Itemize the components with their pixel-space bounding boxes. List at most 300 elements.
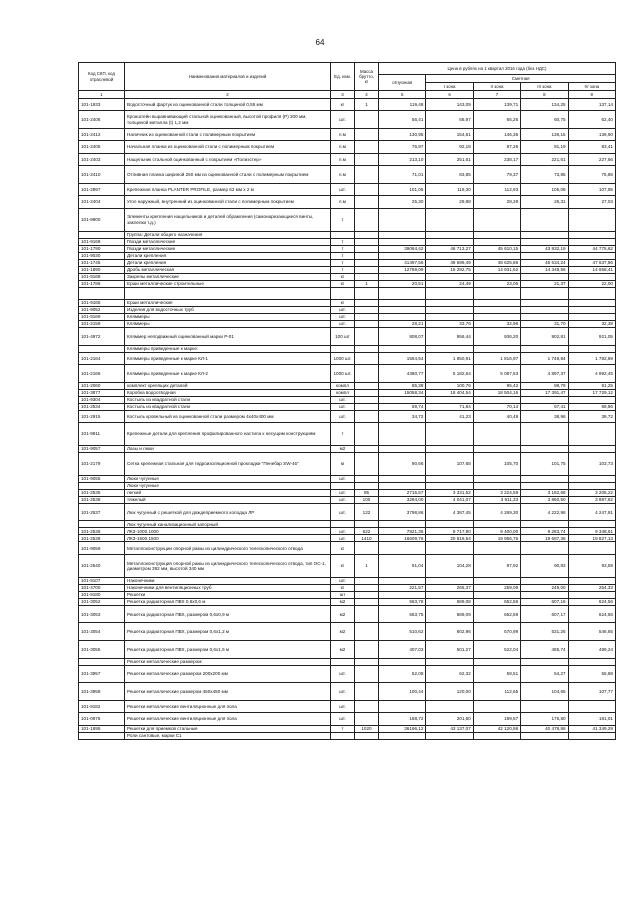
cell-mass [355, 713, 379, 725]
cell-zone-4-price: 32,38 [568, 320, 615, 327]
cell-zone-4-price [568, 273, 615, 280]
table-row [79, 496, 616, 503]
cell-zone-3-price: 531,26 [521, 623, 568, 641]
cell-zone-4-price: 3 205,22 [568, 489, 615, 496]
table-row [79, 489, 616, 496]
cell-zone-1-price [426, 577, 473, 584]
cell-zone-1-price: 956,44 [426, 327, 473, 345]
cell-name: Кляммеры приведенные к марке КЛ-1 [125, 352, 331, 364]
cell-zone-4-price: 624,56 [568, 605, 615, 623]
header-zone-4: IV зона [568, 83, 615, 91]
cell-unit: шт. [331, 700, 355, 712]
cell-zone-4-price: 227,66 [568, 153, 615, 165]
cell-zone-4-price: 14 658,41 [568, 266, 615, 273]
cell-code: 101-2540 [79, 554, 125, 577]
cell-mass [355, 542, 379, 554]
cell-zone-4-price: 68,86 [568, 403, 615, 410]
cell-unit: шт. [331, 503, 355, 521]
cell-zone-1-price: 1 850,91 [426, 352, 473, 364]
cell-name: Решетки [125, 591, 331, 598]
cell-zone-2-price: 9 400,00 [473, 528, 520, 535]
cell-zone-2-price: 28,28 [473, 196, 520, 208]
cell-zone-2-price: 32,96 [473, 320, 520, 327]
table-row [79, 389, 616, 396]
cell-code: 101-2538 [79, 496, 125, 503]
cell-zone-4-price: 139,90 [568, 128, 615, 140]
table-row [79, 641, 616, 659]
cell-name: Решетки металлические размером 450х450 мм [125, 683, 331, 701]
cell-mass [355, 605, 379, 623]
cell-zone-1-price [426, 591, 473, 598]
table-row [79, 403, 616, 410]
cell-unit: кг [331, 273, 355, 280]
cell-mass: 1410 [355, 535, 379, 542]
cell-zone-2-price: 79,37 [473, 166, 520, 184]
cell-unit: шт. [331, 489, 355, 496]
cell-zone-1-price [426, 231, 473, 238]
cell-code: 101-2539 [79, 535, 125, 542]
cell-code: 101-9169 [79, 313, 125, 320]
cell-mass [355, 591, 379, 598]
cell-zone-2-price: 19 956,76 [473, 535, 520, 542]
cell-mass [355, 584, 379, 591]
cell-unit: шт. [331, 183, 355, 195]
cell-release-price: 3294,00 [379, 496, 426, 503]
table-row [79, 665, 616, 683]
page-number: 64 [315, 38, 325, 47]
cell-release-price: 76,97 [379, 141, 426, 153]
cell-code: 101-2060 [79, 382, 125, 389]
cell-unit: п.м [331, 153, 355, 165]
cell-zone-2-price: 97,92 [473, 554, 520, 577]
cell-mass [355, 364, 379, 382]
table-header [79, 63, 616, 99]
cell-release-price: 4380,77 [379, 364, 426, 382]
cell-code: 101-9055 [79, 475, 125, 482]
cell-zone-2-price [473, 345, 520, 352]
cell-zone-3-price: 607,17 [521, 605, 568, 623]
cell-zone-1-price [426, 445, 473, 452]
table-row [79, 252, 616, 259]
cell-unit: п.м [331, 166, 355, 184]
cell-code [79, 231, 125, 238]
cell-zone-2-price: 146,36 [473, 128, 520, 140]
cell-zone-2-price [473, 313, 520, 320]
table-row [79, 259, 616, 266]
cell-zone-1-price: 120,00 [426, 683, 473, 701]
cell-zone-3-price [521, 287, 568, 299]
cell-zone-3-price [521, 208, 568, 231]
cell-name: Металлоконструкции опорной рамы из цилиндрического телескопического отвода [125, 542, 331, 554]
table-row [79, 542, 616, 554]
cell-zone-4-price [568, 445, 615, 452]
header-zone-1: I зона [426, 83, 473, 91]
table-row [79, 422, 616, 445]
cell-unit: т [331, 266, 355, 273]
cell-code: 101-3053 [79, 605, 125, 623]
cell-release-price [379, 287, 426, 299]
cell-zone-4-price: 83,41 [568, 141, 615, 153]
table-row [79, 345, 616, 352]
table-row [79, 623, 616, 641]
cell-mass: 1 [355, 99, 379, 111]
cell-mass [355, 345, 379, 352]
cell-zone-4-price: 103,73 [568, 452, 615, 475]
table-row [79, 231, 616, 238]
cell-mass: 1 [355, 554, 379, 577]
cell-code [79, 732, 125, 739]
cell-name: Ерши металлические [125, 299, 331, 306]
cell-zone-2-price: 58,51 [473, 665, 520, 683]
cell-zone-2-price [473, 396, 520, 403]
cell-mass [355, 111, 379, 129]
cell-zone-3-price: 46 634,24 [521, 259, 568, 266]
cell-unit: шт. [331, 713, 355, 725]
cell-zone-3-price: 88,79 [521, 382, 568, 389]
cell-code: 101-9168 [79, 273, 125, 280]
cell-mass [355, 313, 379, 320]
cell-mass [355, 482, 379, 489]
cell-zone-3-price: 67,41 [521, 403, 568, 410]
cell-mass [355, 598, 379, 605]
cell-unit: т [331, 252, 355, 259]
cell-name: Костыль из квадратной стали [125, 403, 331, 410]
cell-mass [355, 299, 379, 306]
cell-code: 101-0976 [79, 713, 125, 725]
table-row [79, 503, 616, 521]
cell-name: Кляммеры приведенные к марке КЛ-2 [125, 364, 331, 382]
table-row [79, 183, 616, 195]
cell-unit: м2 [331, 598, 355, 605]
cell-unit: шт. [331, 683, 355, 701]
cell-zone-3-price [521, 299, 568, 306]
cell-code: 101-2997 [79, 183, 125, 195]
cell-zone-3-price: 40 478,86 [521, 725, 568, 732]
cell-release-price: 20,51 [379, 280, 426, 287]
cell-name: Люк чугунный канализационный запорный [125, 521, 331, 528]
cell-zone-3-price: 1 749,84 [521, 352, 568, 364]
cell-zone-4-price [568, 252, 615, 259]
cell-unit: шт. [331, 410, 355, 422]
cell-release-price [379, 231, 426, 238]
cell-name: Коробка водоотводная [125, 389, 331, 396]
cell-zone-1-price: 15 292,75 [426, 266, 473, 273]
cell-zone-3-price: 104,65 [521, 683, 568, 701]
cell-release-price: 119,48 [379, 99, 426, 111]
cell-mass [355, 266, 379, 273]
cell-zone-1-price [426, 482, 473, 489]
cell-zone-4-price: 546,65 [568, 623, 615, 641]
cell-code: 101-2410 [79, 166, 125, 184]
cell-zone-2-price [473, 208, 520, 231]
cell-zone-4-price: 4 247,91 [568, 503, 615, 521]
cell-name: Элементы крепления нащельников и деталей обрамления (самонарезающиеся винты, заклепки т.д.) [125, 208, 331, 231]
cell-mass [355, 183, 379, 195]
cell-name: Костыль из квадратной стали [125, 396, 331, 403]
cell-release-price [379, 396, 426, 403]
cell-release-price [379, 475, 426, 482]
cell-name [125, 287, 331, 299]
cell-zone-4-price: 47 637,86 [568, 259, 615, 266]
cell-mass [355, 306, 379, 313]
table-row [79, 306, 616, 313]
cell-zone-2-price: 570,99 [473, 623, 520, 641]
table-row [79, 445, 616, 452]
cell-unit: шт. [331, 396, 355, 403]
cell-code: 101-1890 [79, 266, 125, 273]
cell-unit: 1000 шт. [331, 364, 355, 382]
cell-unit: кг [331, 542, 355, 554]
cell-zone-3-price: 902,81 [521, 327, 568, 345]
cell-zone-3-price [521, 542, 568, 554]
cell-unit: м2 [331, 445, 355, 452]
cell-zone-2-price: 14 931,62 [473, 266, 520, 273]
table-row [79, 320, 616, 327]
cell-name: Люки чугунные [125, 482, 331, 489]
table-row [79, 598, 616, 605]
column-number: 2 [125, 91, 331, 99]
cell-zone-2-price: 45 610,15 [473, 245, 520, 252]
cell-name: Кляммеры [125, 320, 331, 327]
cell-mass [355, 327, 379, 345]
cell-release-price: 12769,09 [379, 266, 426, 273]
cell-code: 101-9030 [79, 252, 125, 259]
cell-code: 101-9182 [79, 700, 125, 712]
table-row [79, 352, 616, 364]
cell-zone-1-price: 154,61 [426, 128, 473, 140]
cell-release-price: 28,21 [379, 320, 426, 327]
cell-release-price: 36196,12 [379, 725, 426, 732]
cell-unit: кг [331, 554, 355, 577]
cell-zone-3-price [521, 591, 568, 598]
cell-release-price [379, 577, 426, 584]
cell-zone-3-price: 54,27 [521, 665, 568, 683]
cell-zone-2-price [473, 287, 520, 299]
cell-mass [355, 658, 379, 665]
cell-zone-3-price: 60,75 [521, 111, 568, 129]
cell-zone-3-price [521, 700, 568, 712]
cell-release-price: 101,05 [379, 183, 426, 195]
cell-zone-3-price [521, 422, 568, 445]
cell-mass [355, 452, 379, 475]
table-row [79, 299, 616, 306]
cell-zone-4-price: 27,03 [568, 196, 615, 208]
cell-zone-4-price: 107,77 [568, 683, 615, 701]
cell-release-price [379, 238, 426, 245]
cell-name: Гвозди металлические [125, 245, 331, 252]
cell-code: 101-3054 [79, 623, 125, 641]
cell-zone-1-price: 265,37 [426, 584, 473, 591]
table-row [79, 313, 616, 320]
cell-zone-3-price: 3 182,68 [521, 489, 568, 496]
cell-code: 101-3055 [79, 641, 125, 659]
cell-unit: кг [331, 280, 355, 287]
cell-zone-4-price [568, 422, 615, 445]
cell-code: 101-9165 [79, 299, 125, 306]
cell-release-price [379, 521, 426, 528]
cell-unit: м2 [331, 605, 355, 623]
cell-zone-1-price: 83,85 [426, 166, 473, 184]
cell-name: Решетки металлические размером 200х200 мм [125, 665, 331, 683]
cell-zone-4-price: 75,86 [568, 166, 615, 184]
cell-zone-1-price [426, 345, 473, 352]
cell-mass [355, 577, 379, 584]
table-row [79, 208, 616, 231]
cell-mass [355, 287, 379, 299]
cell-mass [355, 521, 379, 528]
cell-unit: шт. [331, 403, 355, 410]
cell-mass: 85 [355, 489, 379, 496]
table-row [79, 725, 616, 732]
cell-release-price [379, 591, 426, 598]
cell-zone-4-price [568, 577, 615, 584]
table-row [79, 713, 616, 725]
cell-release-price [379, 306, 426, 313]
cell-mass [355, 445, 379, 452]
cell-release-price: 25,30 [379, 196, 426, 208]
cell-name: тяжелый [125, 496, 331, 503]
cell-zone-4-price: 3 887,82 [568, 496, 615, 503]
cell-name: Гвозди металлические [125, 238, 331, 245]
cell-release-price: 52,08 [379, 665, 426, 683]
cell-zone-4-price [568, 396, 615, 403]
header-zone-3: III зона [521, 83, 568, 91]
cell-mass [355, 623, 379, 641]
cell-zone-1-price: 3 331,52 [426, 489, 473, 496]
cell-name: Решетки для приемков стальные [125, 725, 331, 732]
cell-name: Решетка радиаторная ПВХ 0,6х0,6 м [125, 598, 331, 605]
cell-zone-3-price: 249,00 [521, 584, 568, 591]
cell-zone-2-price: 23,05 [473, 280, 520, 287]
cell-name: Кляммеры приведенные к марке: [125, 345, 331, 352]
cell-code: 101-2159 [79, 320, 125, 327]
cell-mass [355, 475, 379, 482]
cell-code: 101-9304 [79, 396, 125, 403]
cell-zone-2-price: 48 625,86 [473, 259, 520, 266]
cell-zone-2-price [473, 306, 520, 313]
cell-code: 101-9911 [79, 422, 125, 445]
cell-zone-4-price [568, 521, 615, 528]
cell-name: Детали крепления [125, 259, 331, 266]
cell-code: 101-3957 [79, 665, 125, 683]
table-row [79, 364, 616, 382]
cell-zone-1-price: 33,76 [426, 320, 473, 327]
cell-zone-1-price [426, 542, 473, 554]
cell-release-price [379, 252, 426, 259]
cell-unit [331, 482, 355, 489]
cell-zone-1-price [426, 273, 473, 280]
cell-name: Лазы и люки [125, 445, 331, 452]
cell-unit: п.м [331, 196, 355, 208]
table-row [79, 475, 616, 482]
cell-release-price [379, 658, 426, 665]
cell-release-price: 91,04 [379, 554, 426, 577]
cell-release-price: 59,74 [379, 403, 426, 410]
cell-zone-2-price [473, 577, 520, 584]
cell-mass [355, 196, 379, 208]
cell-zone-2-price [473, 658, 520, 665]
cell-release-price [379, 345, 426, 352]
cell-zone-1-price: 18 404,54 [426, 389, 473, 396]
cell-release-price: 34,72 [379, 410, 426, 422]
cell-release-price: 7821,35 [379, 528, 426, 535]
cell-zone-2-price: 522,04 [473, 641, 520, 659]
cell-release-price: 15058,34 [379, 389, 426, 396]
cell-zone-2-price [473, 475, 520, 482]
cell-zone-2-price: 112,93 [473, 183, 520, 195]
cell-unit [331, 287, 355, 299]
cell-zone-3-price: 105,08 [521, 183, 568, 195]
cell-code: 101-9180 [79, 591, 125, 598]
table-row [79, 410, 616, 422]
cell-zone-3-price: 136,15 [521, 128, 568, 140]
cell-zone-2-price: 95,42 [473, 382, 520, 389]
cell-zone-2-price: 40,48 [473, 410, 520, 422]
cell-release-price: 56,41 [379, 111, 426, 129]
cell-zone-4-price: 137,14 [568, 99, 615, 111]
cell-zone-1-price [426, 208, 473, 231]
cell-name: Начальная планка из оцинкованной стали с полимерным покрытием [125, 141, 331, 153]
cell-zone-4-price [568, 287, 615, 299]
cell-zone-4-price: 921,05 [568, 327, 615, 345]
cell-zone-3-price: 175,80 [521, 713, 568, 725]
cell-name: Изделия для водосточных труб [125, 306, 331, 313]
cell-zone-1-price: 29,88 [426, 196, 473, 208]
cell-code: 101-1933 [79, 99, 125, 111]
cell-release-price: 213,10 [379, 153, 426, 165]
cell-release-price: 563,75 [379, 605, 426, 623]
cell-code: 101-2412 [79, 128, 125, 140]
table-row [79, 153, 616, 165]
cell-zone-1-price: 104,28 [426, 554, 473, 577]
table-row [79, 196, 616, 208]
cell-release-price [379, 313, 426, 320]
cell-zone-2-price [473, 252, 520, 259]
cell-code: 101-2406 [79, 111, 125, 129]
cell-zone-3-price [521, 238, 568, 245]
cell-zone-2-price: 238,17 [473, 153, 520, 165]
cell-zone-1-price: 602,96 [426, 623, 473, 641]
cell-unit: 1000 шт. [331, 352, 355, 364]
table-row [79, 521, 616, 528]
cell-release-price: 100,44 [379, 683, 426, 701]
cell-zone-4-price: 22,00 [568, 280, 615, 287]
cell-release-price [379, 445, 426, 452]
cell-zone-1-price: 501,27 [426, 641, 473, 659]
cell-zone-4-price: 93,59 [568, 554, 615, 577]
cell-mass [355, 245, 379, 252]
cell-zone-4-price: 624,56 [568, 598, 615, 605]
table-row [79, 452, 616, 475]
cell-code [79, 658, 125, 665]
column-number: 1 [79, 91, 125, 99]
cell-release-price: 3798,86 [379, 503, 426, 521]
cell-zone-2-price: 5 087,53 [473, 364, 520, 382]
cell-unit: шт [331, 591, 355, 598]
cell-code [79, 287, 125, 299]
cell-unit [331, 658, 355, 665]
cell-zone-4-price [568, 231, 615, 238]
cell-zone-1-price: 100,76 [426, 382, 473, 389]
cell-zone-1-price: 49 699,49 [426, 259, 473, 266]
cell-name: Отливная планка шириной 250 мм из оцинкованной стали с полимерным покрытием [125, 166, 331, 184]
header-release: отпускная [379, 75, 426, 91]
cell-mass [355, 700, 379, 712]
cell-unit: т [331, 259, 355, 266]
table-row [79, 327, 616, 345]
cell-mass: 100 [355, 496, 379, 503]
cell-zone-2-price [473, 273, 520, 280]
